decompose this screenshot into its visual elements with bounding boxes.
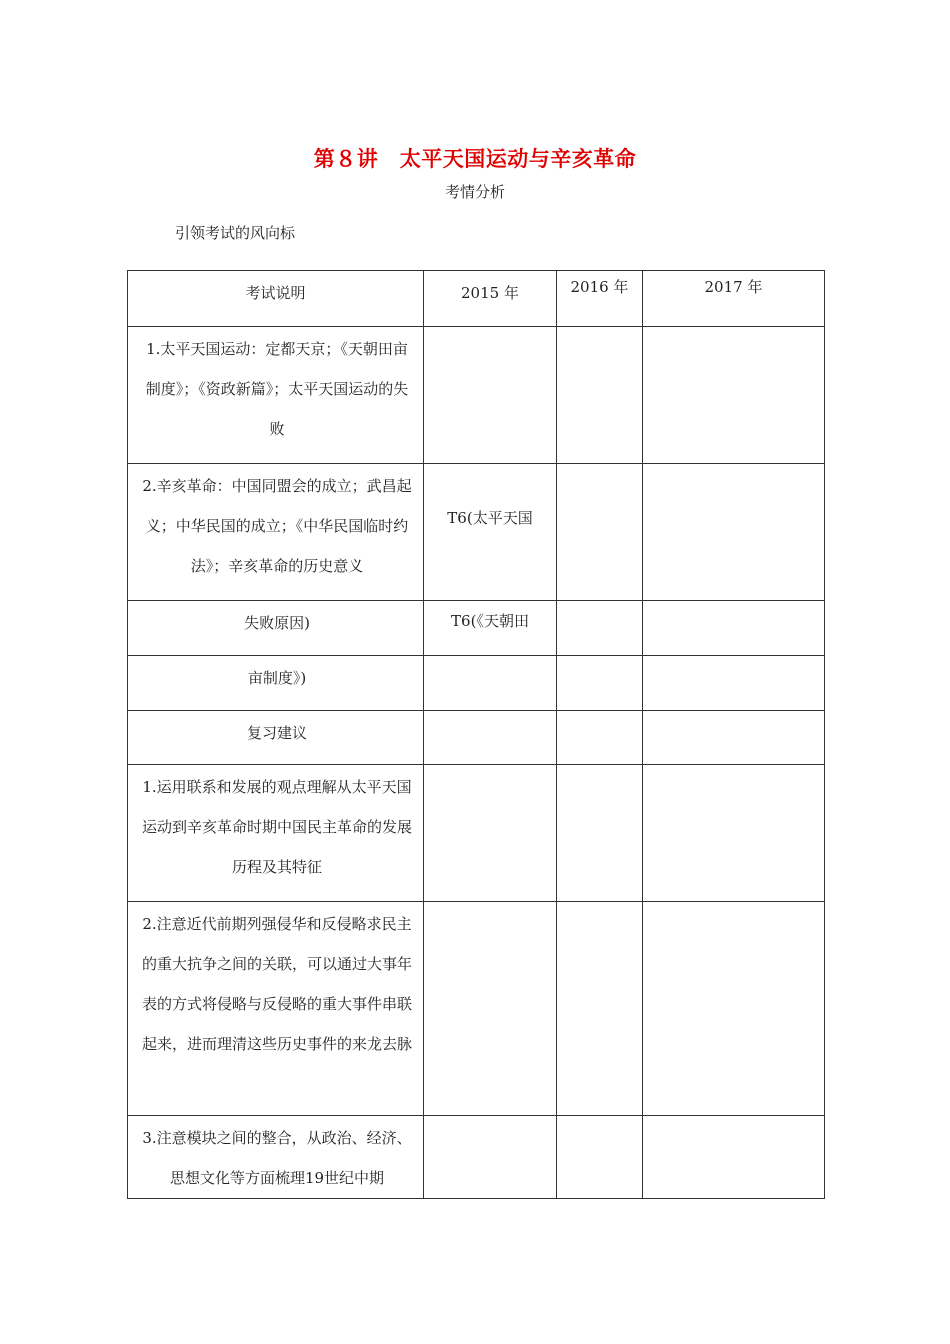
table-cell — [128, 1116, 424, 1199]
cell-text: 3.注意模块之间的整合，从政治、经济、思想文化等方面梳理19世纪中期 — [142, 1129, 412, 1187]
header-label: 2015 年 — [461, 284, 519, 302]
cell-text: 2.注意近代前期列强侵华和反侵略求民主的重大抗争之间的关联，可以通过大事年表的方式将侵略与反侵略的重大事件串联起来，进而理清这些历史事件的来龙去脉 — [141, 915, 412, 1053]
table-header-row — [128, 271, 825, 327]
table-row — [128, 601, 825, 656]
table-cell — [557, 601, 643, 656]
table-cell — [424, 765, 557, 902]
header-cell-exam-notes — [128, 271, 424, 327]
table-cell — [643, 1116, 825, 1199]
table-cell — [128, 464, 424, 601]
table-cell — [128, 902, 424, 1116]
header-label: 2016 年 — [570, 278, 629, 296]
section-label: 引领考试的风向标 — [175, 224, 296, 242]
table-cell — [643, 656, 825, 711]
table-cell — [424, 464, 557, 601]
table-row — [128, 765, 825, 902]
table-cell — [424, 711, 557, 765]
table-row — [128, 656, 825, 711]
table-cell — [643, 327, 825, 464]
table-cell — [643, 765, 825, 902]
cell-text: 1.太平天国运动：定都天京；《天朝田亩制度》；《资政新篇》；太平天国运动的失败 — [145, 340, 409, 438]
table-row — [128, 464, 825, 601]
table-row — [128, 902, 825, 1116]
table-cell — [128, 327, 424, 464]
table-cell — [557, 327, 643, 464]
cell-text: 亩制度》) — [247, 669, 307, 687]
table-cell — [128, 765, 424, 902]
cell-text: 1.运用联系和发展的观点理解从太平天国运动到辛亥革命时期中国民主革命的发展历程及其特征 — [141, 778, 412, 876]
cell-text: T6(《天朝田 — [451, 612, 529, 630]
table-cell — [557, 765, 643, 902]
header-cell-2016 — [557, 271, 643, 327]
table-cell — [643, 711, 825, 765]
page-subtitle: 考情分析 — [444, 183, 505, 201]
table-cell — [557, 711, 643, 765]
table-row — [128, 327, 825, 464]
table-cell — [424, 327, 557, 464]
table-cell — [557, 464, 643, 601]
table-cell — [424, 601, 557, 656]
exam-analysis-table — [127, 270, 825, 1199]
table-cell — [557, 1116, 643, 1199]
table-cell — [557, 902, 643, 1116]
header-label: 考试说明 — [245, 284, 306, 302]
table-cell — [128, 601, 424, 656]
cell-text: 2.辛亥革命：中国同盟会的成立；武昌起义；中华民国的成立；《中华民国临时约法》；辛亥革命的历史意义 — [142, 477, 412, 575]
header-cell-2015 — [424, 271, 557, 327]
table-cell — [424, 1116, 557, 1199]
table-cell — [643, 902, 825, 1116]
page-title: 第８讲 太平天国运动与辛亥革命 — [313, 147, 637, 171]
table-row — [128, 1116, 825, 1199]
table-cell — [643, 601, 825, 656]
cell-text: 复习建议 — [246, 724, 307, 742]
table-cell — [424, 656, 557, 711]
table-cell — [128, 711, 424, 765]
table-cell — [128, 656, 424, 711]
header-label: 2017 年 — [704, 278, 763, 296]
table-cell — [643, 464, 825, 601]
cell-text: 失败原因) — [244, 614, 310, 632]
cell-text: T6(太平天国 — [447, 509, 533, 527]
header-cell-2017 — [643, 271, 825, 327]
table-row — [128, 711, 825, 765]
table-cell — [424, 902, 557, 1116]
table-cell — [557, 656, 643, 711]
